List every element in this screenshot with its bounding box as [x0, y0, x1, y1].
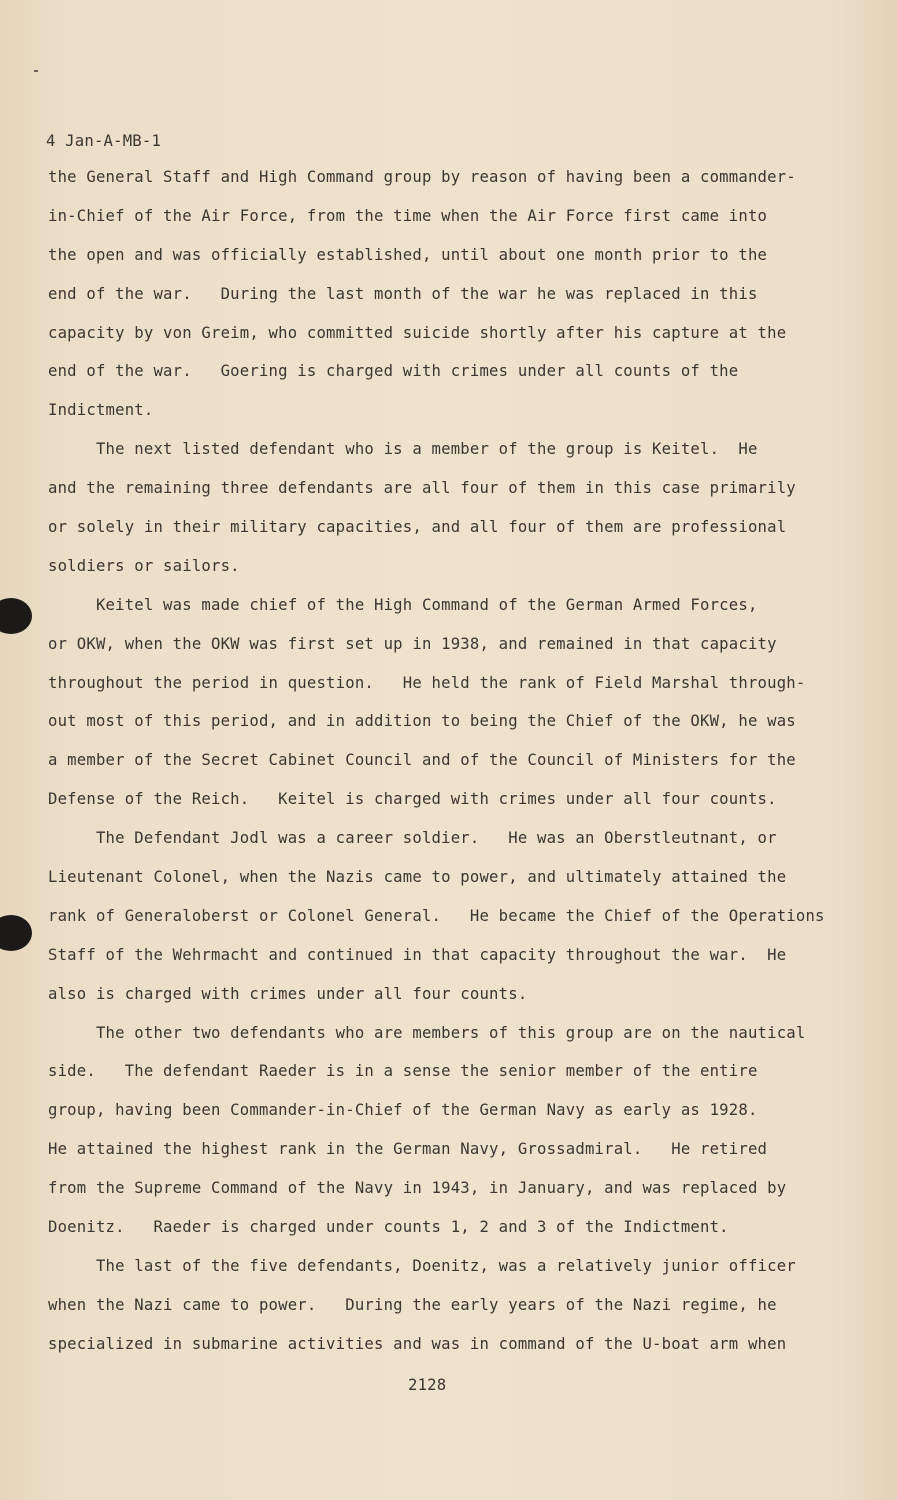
text-line: throughout the period in question. He held the rank of Field Marshal through- — [48, 673, 806, 692]
page-header-code: 4 Jan-A-MB-1 — [46, 132, 162, 150]
text-line: Defense of the Reich. Keitel is charged with crimes under all four counts. — [48, 790, 777, 809]
text-line: end of the war. Goering is charged with crimes under all counts of the — [48, 362, 739, 381]
stray-mark — [34, 70, 38, 72]
text-line: Lieutenant Colonel, when the Nazis came to power, and ultimately attained the — [48, 868, 787, 887]
text-line: out most of this period, and in addition to being the Chief of the OKW, he was — [48, 712, 796, 731]
text-line: or OKW, when the OKW was first set up in 1938, and remained in that capacity — [48, 634, 777, 653]
text-line: Staff of the Wehrmacht and continued in that capacity throughout the war. He — [48, 945, 787, 964]
text-line: Indictment. — [48, 401, 154, 420]
text-line: a member of the Secret Cabinet Council and of the Council of Ministers for the — [48, 751, 796, 770]
text-line: specialized in submarine activities and was in command of the U-boat arm when — [48, 1334, 787, 1353]
text-line: or solely in their military capacities, and all four of them are professional — [48, 518, 787, 537]
text-line: side. The defendant Raeder is in a sense the senior member of the entire — [48, 1062, 758, 1081]
text-line: and the remaining three defendants are all four of them in this case primarily — [48, 479, 796, 498]
text-line: the open and was officially established, until about one month prior to the — [48, 245, 768, 264]
text-line: The next listed defendant who is a member of the group is Keitel. He — [48, 440, 758, 459]
text-line: also is charged with crimes under all four counts. — [48, 984, 528, 1003]
text-line: in-Chief of the Air Force, from the time when the Air Force first came into — [48, 206, 768, 225]
punch-hole-upper — [0, 598, 32, 634]
text-line: capacity by von Greim, who committed suicide shortly after his capture at the — [48, 323, 787, 342]
text-line: The other two defendants who are members of this group are on the nautical — [48, 1023, 806, 1042]
text-line: end of the war. During the last month of the war he was replaced in this — [48, 284, 758, 303]
text-line: soldiers or sailors. — [48, 556, 240, 575]
page-number: 2128 — [408, 1376, 447, 1394]
transcript-body — [48, 164, 868, 1370]
text-line: The Defendant Jodl was a career soldier. He was an Oberstleutnant, or — [48, 829, 777, 848]
text-line: The last of the five defendants, Doenitz, was a relatively junior officer — [48, 1256, 796, 1275]
text-line: Keitel was made chief of the High Command of the German Armed Forces, — [48, 595, 758, 614]
punch-hole-lower — [0, 915, 32, 951]
text-line: when the Nazi came to power. During the early years of the Nazi regime, he — [48, 1295, 777, 1314]
text-line: from the Supreme Command of the Navy in 1943, in January, and was replaced by — [48, 1179, 787, 1198]
text-line: He attained the highest rank in the German Navy, Grossadmiral. He retired — [48, 1140, 768, 1159]
text-line: rank of Generaloberst or Colonel General. He became the Chief of the Operations — [48, 906, 825, 925]
text-line: the General Staff and High Command group by reason of having been a commander- — [48, 168, 796, 186]
text-line: Doenitz. Raeder is charged under counts 1, 2 and 3 of the Indictment. — [48, 1218, 729, 1237]
text-line: group, having been Commander-in-Chief of the German Navy as early as 1928. — [48, 1101, 758, 1120]
